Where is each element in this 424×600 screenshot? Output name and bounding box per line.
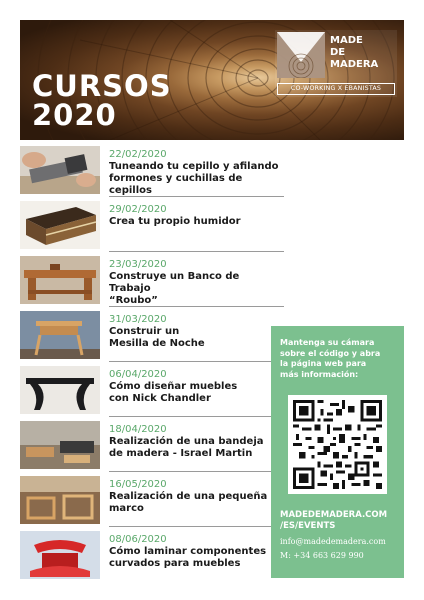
qr-instructions-line: la página web para [280, 359, 367, 368]
logo-line-made: MADE [330, 35, 363, 46]
course-title-line: Cómo diseñar muebles [109, 381, 238, 392]
course-title-line: formones y cuchillas de cepillos [109, 173, 243, 196]
course-thumbnail [20, 531, 100, 579]
course-title [109, 436, 279, 460]
course-item[interactable] [20, 146, 404, 198]
course-thumbnail [20, 366, 100, 414]
course-title [109, 381, 279, 405]
qr-instructions [280, 338, 398, 380]
course-title-line: Tuneando tu cepillo y afilando [109, 161, 279, 172]
course-date: 08/06/2020 [109, 534, 167, 545]
course-title-line: Realización de una bandeja [109, 436, 264, 447]
events-link-line: MADEDEMADERA.COM [280, 510, 388, 520]
course-title [109, 271, 279, 307]
course-date: 16/05/2020 [109, 479, 167, 490]
course-thumbnail [20, 476, 100, 524]
course-title [109, 326, 279, 350]
course-title-line: Crea tu propio humidor [109, 216, 241, 227]
header-banner [20, 20, 404, 140]
logo-line-de: DE [330, 47, 346, 58]
course-title-line: de madera - Israel Martin [109, 448, 253, 459]
logo-tagline: CO-WORKING X EBANISTAS [277, 83, 395, 95]
made-de-madera-logo-mark-icon [277, 32, 325, 78]
divider [109, 471, 284, 472]
course-date: 31/03/2020 [109, 314, 167, 325]
course-title-line: Construye un Banco de Trabajo [109, 271, 240, 294]
events-link[interactable] [280, 510, 387, 532]
qr-instructions-line: más información: [280, 369, 359, 379]
course-title [109, 546, 279, 570]
course-title-line: marco [109, 503, 144, 514]
divider [109, 251, 284, 252]
course-title-line: Realización de una pequeña [109, 491, 268, 502]
course-title-line: “Roubo” [109, 295, 158, 306]
qr-instructions-line: Mantenga su cámara [280, 338, 375, 347]
course-thumbnail [20, 201, 100, 249]
course-title-line: Mesilla de Noche [109, 338, 205, 349]
course-thumbnail [20, 256, 100, 304]
course-title [109, 216, 279, 228]
divider [109, 416, 284, 417]
course-item[interactable] [20, 201, 404, 253]
divider [109, 196, 284, 197]
qr-code[interactable] [288, 395, 387, 494]
logo-wordmark [330, 35, 378, 71]
title-line-cursos: CURSOS [32, 69, 172, 103]
course-title-line: con Nick Chandler [109, 393, 211, 404]
title-line-year: 2020 [32, 98, 117, 132]
contact-email[interactable]: info@madedemadera.com [280, 537, 386, 546]
course-date: 06/04/2020 [109, 369, 167, 380]
course-title-line: Construir un [109, 326, 180, 337]
course-thumbnail [20, 421, 100, 469]
course-thumbnail [20, 146, 100, 194]
divider [109, 361, 284, 362]
divider [109, 526, 284, 527]
brand-logo [275, 30, 397, 97]
logo-line-madera: MADERA [330, 59, 379, 70]
course-title [109, 161, 279, 197]
course-title-line: curvados para muebles [109, 558, 241, 569]
events-link-line: /ES/EVENTS [280, 521, 336, 531]
qr-instructions-line: sobre el código y abra [280, 348, 381, 358]
qr-code-icon [293, 400, 382, 489]
info-panel [271, 326, 404, 578]
course-date: 22/02/2020 [109, 149, 167, 160]
course-date: 23/03/2020 [109, 259, 167, 270]
page-title [32, 69, 172, 132]
course-title [109, 491, 279, 515]
course-thumbnail [20, 311, 100, 359]
course-date: 29/02/2020 [109, 204, 167, 215]
divider [109, 306, 284, 307]
course-item[interactable] [20, 256, 404, 308]
course-date: 18/04/2020 [109, 424, 167, 435]
contact-phone: M: +34 663 629 990 [280, 551, 364, 560]
course-title-line: Cómo laminar componentes [109, 546, 267, 557]
